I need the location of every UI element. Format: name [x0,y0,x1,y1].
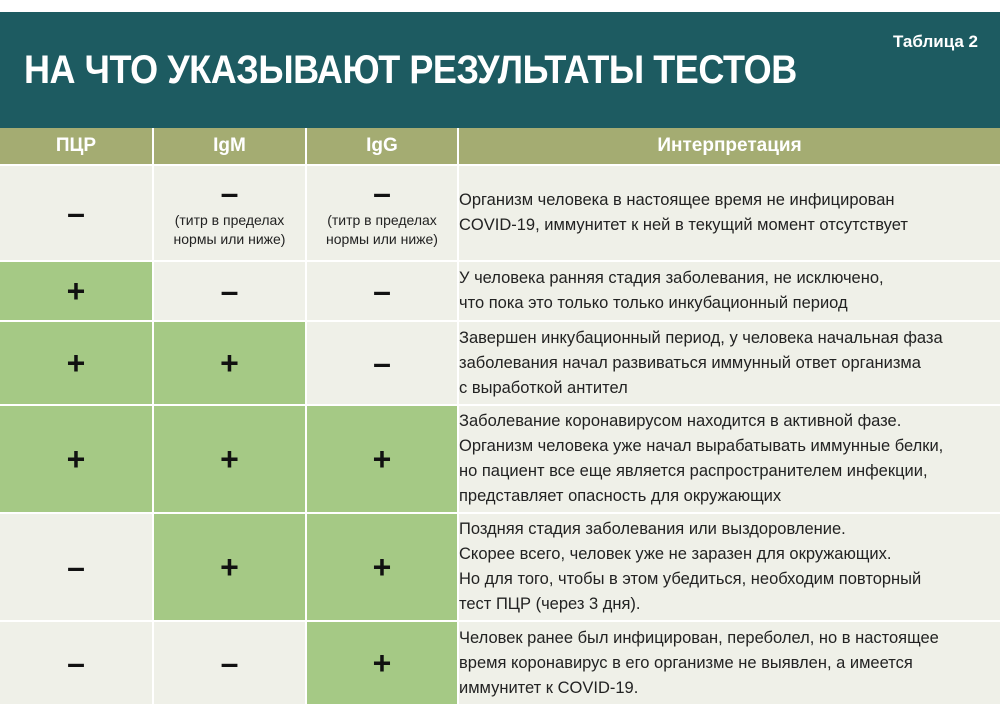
pcr-cell [0,405,153,513]
igg-cell [306,405,458,513]
igm-sign: – [220,273,239,309]
igm-cell [153,165,306,261]
igg-note: (титр в пределах нормы или ниже) [326,212,438,247]
interpretation-cell: Человек ранее был инфицирован, переболел, но в настоящее время коронавирус в его организме не выявлен, а имеется иммунитет к COVID-19. [458,621,1000,705]
igm-cell [153,621,306,705]
column-header-interpretation: Интерпретация [458,128,1000,165]
igg-sign: + [372,549,392,585]
table-row [0,321,1000,405]
table-number-label: Таблица 2 [892,32,978,51]
table-row [0,621,1000,705]
pcr-sign: + [66,273,86,309]
test-results-table [0,128,1000,706]
table-row [0,165,1000,261]
title-banner [0,12,1000,128]
interpretation-cell: Завершен инкубационный период, у человека начальная фаза заболевания начал развиваться иммунный ответ организма с выработкой антител [458,321,1000,405]
igm-sign: + [220,549,239,585]
igg-cell [306,513,458,621]
column-header-igg: IgG [306,128,458,165]
igg-cell [306,321,458,405]
table-header-row [0,128,1000,165]
igm-cell [153,513,306,621]
igg-cell [306,621,458,705]
igg-sign: + [372,441,392,477]
column-header-igm: IgM [153,128,306,165]
page-title: НА ЧТО УКАЗЫВАЮТ РЕЗУЛЬТАТЫ ТЕСТОВ [24,48,797,92]
pcr-cell [0,513,153,621]
igm-cell [153,261,306,321]
igg-sign: – [373,345,391,381]
igm-cell [153,405,306,513]
igm-cell [153,321,306,405]
pcr-sign: – [67,645,85,681]
igg-sign: + [372,645,392,681]
table-row [0,513,1000,621]
pcr-cell [0,261,153,321]
pcr-cell [0,621,153,705]
pcr-sign: – [67,195,85,231]
interpretation-cell: Заболевание коронавирусом находится в активной фазе. Организм человека уже начал вырабатывать иммунные белки, но пациент все еще является распространителем инфекции, представляет опасность для окружающих [458,405,1000,513]
igm-sign: – [220,645,239,681]
interpretation-cell: У человека ранняя стадия заболевания, не исключено, что пока это только только инкубационный период [458,261,1000,321]
pcr-sign: + [66,345,86,381]
interpretation-cell: Организм человека в настоящее время не инфицирован COVID-19, иммунитет к ней в текущий момент отсутствует [458,165,1000,261]
igm-sign: + [220,441,239,477]
pcr-sign: – [67,549,85,585]
igg-sign: – [373,175,391,211]
igm-sign: + [220,345,239,381]
interpretation-cell: Поздняя стадия заболевания или выздоровление. Скорее всего, человек уже не заразен для окружающих. Но для того, чтобы в этом убедиться, необходим повторный тест ПЦР (через 3 дня). [458,513,1000,621]
igm-note: (титр в пределах нормы или ниже) [173,212,286,247]
pcr-sign: + [66,441,86,477]
igm-sign: – [220,175,239,211]
column-header-pcr: ПЦР [0,128,153,165]
table-row [0,405,1000,513]
pcr-cell [0,165,153,261]
pcr-cell [0,321,153,405]
igg-sign: – [373,273,391,309]
igg-cell [306,165,458,261]
table-row [0,261,1000,321]
igg-cell [306,261,458,321]
